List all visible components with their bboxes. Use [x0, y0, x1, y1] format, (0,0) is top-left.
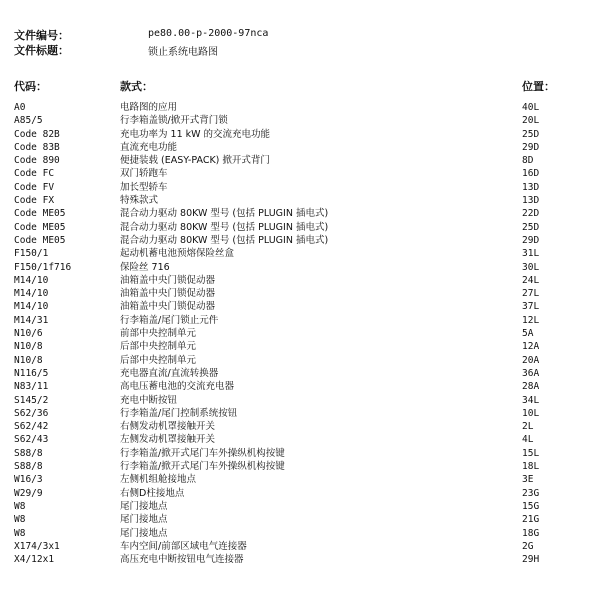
component-position: 29D — [522, 234, 540, 246]
component-code: A85/5 — [14, 115, 43, 127]
component-description: 右侧D柱接地点 — [120, 487, 185, 499]
component-description: 尾门接地点 — [120, 527, 168, 539]
component-position: 29D — [522, 141, 540, 153]
component-position: 3E — [522, 474, 534, 486]
table-row — [0, 314, 600, 327]
table-row — [0, 261, 600, 274]
table-row — [0, 247, 600, 260]
component-position: 15L — [522, 447, 540, 459]
component-code: Code 83B — [14, 141, 60, 153]
component-description: 混合动力驱动 80KW 型号 (包括 PLUGIN 插电式) — [120, 221, 329, 233]
component-description: 油箱盖中央门锁促动器 — [120, 301, 216, 313]
component-position: 29H — [522, 554, 540, 566]
column-header-code: 代码： — [14, 80, 47, 93]
table-row — [0, 500, 600, 513]
component-code: A0 — [14, 102, 26, 113]
doc-title-value: 锁止系统电路图 — [148, 47, 218, 58]
component-description: 混合动力驱动 80KW 型号 (包括 PLUGIN 插电式) — [120, 208, 329, 220]
component-position: 22D — [522, 208, 540, 220]
component-description: 车内空间/前部区域电气连接器 — [120, 540, 247, 552]
table-row — [0, 460, 600, 473]
component-description: 左侧发动机罩接触开关 — [120, 434, 216, 446]
component-code: W8 — [14, 527, 26, 539]
component-code: S62/43 — [14, 434, 49, 446]
table-row — [0, 553, 600, 566]
component-description: 直流充电功能 — [120, 141, 178, 153]
component-code: F150/1 — [14, 248, 49, 260]
component-code: X174/3x1 — [14, 540, 60, 552]
table-row — [0, 167, 600, 180]
table-row — [0, 141, 600, 154]
component-description: 后部中央控制单元 — [120, 341, 197, 353]
component-code: Code FX — [14, 195, 55, 207]
component-code: M14/31 — [14, 314, 49, 326]
table-row — [0, 181, 600, 194]
component-code: Code ME05 — [14, 221, 66, 233]
doc-title-label: 文件标题： — [14, 44, 69, 57]
component-description: 特殊款式 — [120, 195, 159, 207]
component-position: 15G — [522, 500, 540, 512]
table-row — [0, 447, 600, 460]
table-row — [0, 380, 600, 393]
component-description: 高电压蓄电池的交流充电器 — [120, 381, 235, 393]
component-description: 便捷装载 (EASY-PACK) 掀开式背门 — [120, 155, 270, 167]
table-row — [0, 407, 600, 420]
component-description: 油箱盖中央门锁促动器 — [120, 274, 216, 286]
component-code: W16/3 — [14, 474, 43, 486]
component-code: W29/9 — [14, 487, 43, 499]
component-position: 10L — [522, 407, 540, 419]
component-position: 40L — [522, 102, 540, 113]
component-position: 34L — [522, 394, 540, 406]
component-position: 18L — [522, 461, 540, 473]
component-code: Code FC — [14, 168, 55, 180]
component-position: 5A — [522, 328, 534, 340]
component-code: F150/1f716 — [14, 261, 72, 273]
table-row — [0, 207, 600, 220]
component-code: N10/6 — [14, 328, 43, 340]
table-row — [0, 114, 600, 127]
component-code: Code 890 — [14, 155, 60, 167]
component-position: 21G — [522, 514, 540, 526]
component-description: 保险丝 716 — [120, 261, 170, 273]
component-description: 充电器直流/直流转换器 — [120, 367, 219, 379]
component-code: Code ME05 — [14, 234, 66, 246]
component-code: N10/8 — [14, 354, 43, 366]
table-row — [0, 354, 600, 367]
component-position: 12L — [522, 314, 540, 326]
component-description: 充电中断按钮 — [120, 394, 178, 406]
table-row — [0, 527, 600, 540]
component-description: 前部中央控制单元 — [120, 328, 197, 340]
component-description: 起动机蓄电池预熔保险丝盒 — [120, 248, 235, 260]
component-position: 8D — [522, 155, 534, 167]
component-code: S88/8 — [14, 461, 43, 473]
table-row — [0, 420, 600, 433]
component-table — [0, 101, 600, 566]
component-description: 尾门接地点 — [120, 514, 168, 526]
component-description: 行李箱盖/掀开式尾门车外操纵机构按键 — [120, 461, 285, 473]
component-code: N83/11 — [14, 381, 49, 393]
table-row — [0, 234, 600, 247]
component-position: 25D — [522, 128, 540, 140]
component-description: 高压充电中断按钮电气连接器 — [120, 554, 244, 566]
column-header-position: 位置： — [522, 80, 555, 93]
component-code: W8 — [14, 514, 26, 526]
component-code: N116/5 — [14, 367, 49, 379]
component-description: 双门轿跑车 — [120, 168, 168, 180]
table-row — [0, 473, 600, 486]
component-description: 油箱盖中央门锁促动器 — [120, 288, 216, 300]
table-row — [0, 513, 600, 526]
component-code: W8 — [14, 500, 26, 512]
component-code: Code ME05 — [14, 208, 66, 220]
table-row — [0, 487, 600, 500]
component-code: M14/10 — [14, 274, 49, 286]
component-code: X4/12x1 — [14, 554, 55, 566]
component-description: 行李箱盖/尾门锁止元件 — [120, 314, 219, 326]
component-code: S62/42 — [14, 421, 49, 433]
doc-number-value: pe80.00-p-2000-97nca — [148, 28, 269, 39]
component-position: 20L — [522, 115, 540, 127]
component-position: 36A — [522, 367, 540, 379]
doc-number-label: 文件编号： — [14, 29, 69, 42]
table-row — [0, 128, 600, 141]
table-row — [0, 367, 600, 380]
table-row — [0, 300, 600, 313]
column-header-description: 款式： — [120, 80, 153, 93]
component-description: 尾门接地点 — [120, 500, 168, 512]
component-code: N10/8 — [14, 341, 43, 353]
table-row — [0, 274, 600, 287]
table-row — [0, 433, 600, 446]
component-code: Code FV — [14, 181, 55, 193]
component-position: 28A — [522, 381, 540, 393]
component-description: 电路图的应用 — [120, 102, 178, 113]
component-position: 13D — [522, 181, 540, 193]
component-description: 左侧机组舱接地点 — [120, 474, 197, 486]
component-position: 31L — [522, 248, 540, 260]
table-row — [0, 101, 600, 114]
component-position: 27L — [522, 288, 540, 300]
component-description: 充电功率为 11 kW 的交流充电功能 — [120, 128, 271, 140]
component-description: 加长型轿车 — [120, 181, 168, 193]
component-position: 20A — [522, 354, 540, 366]
component-position: 25D — [522, 221, 540, 233]
component-description: 行李箱盖/尾门控制系统按钮 — [120, 407, 238, 419]
table-row — [0, 194, 600, 207]
table-row — [0, 394, 600, 407]
component-position: 23G — [522, 487, 540, 499]
component-position: 16D — [522, 168, 540, 180]
component-code: S62/36 — [14, 407, 49, 419]
table-row — [0, 327, 600, 340]
component-position: 4L — [522, 434, 534, 446]
component-position: 37L — [522, 301, 540, 313]
component-position: 18G — [522, 527, 540, 539]
component-position: 13D — [522, 195, 540, 207]
component-position: 2G — [522, 540, 534, 552]
table-row — [0, 340, 600, 353]
table-row — [0, 287, 600, 300]
component-code: S145/2 — [14, 394, 49, 406]
table-row — [0, 221, 600, 234]
table-row — [0, 540, 600, 553]
table-row — [0, 154, 600, 167]
component-position: 24L — [522, 274, 540, 286]
component-position: 12A — [522, 341, 540, 353]
component-position: 2L — [522, 421, 534, 433]
component-description: 行李箱盖/掀开式尾门车外操纵机构按键 — [120, 447, 285, 459]
component-code: S88/8 — [14, 447, 43, 459]
component-code: Code 82B — [14, 128, 60, 140]
component-position: 30L — [522, 261, 540, 273]
component-description: 行李箱盖锁/掀开式背门锁 — [120, 115, 228, 127]
component-code: M14/10 — [14, 301, 49, 313]
component-description: 混合动力驱动 80KW 型号 (包括 PLUGIN 插电式) — [120, 234, 329, 246]
component-description: 右侧发动机罩接触开关 — [120, 421, 216, 433]
component-code: M14/10 — [14, 288, 49, 300]
component-description: 后部中央控制单元 — [120, 354, 197, 366]
